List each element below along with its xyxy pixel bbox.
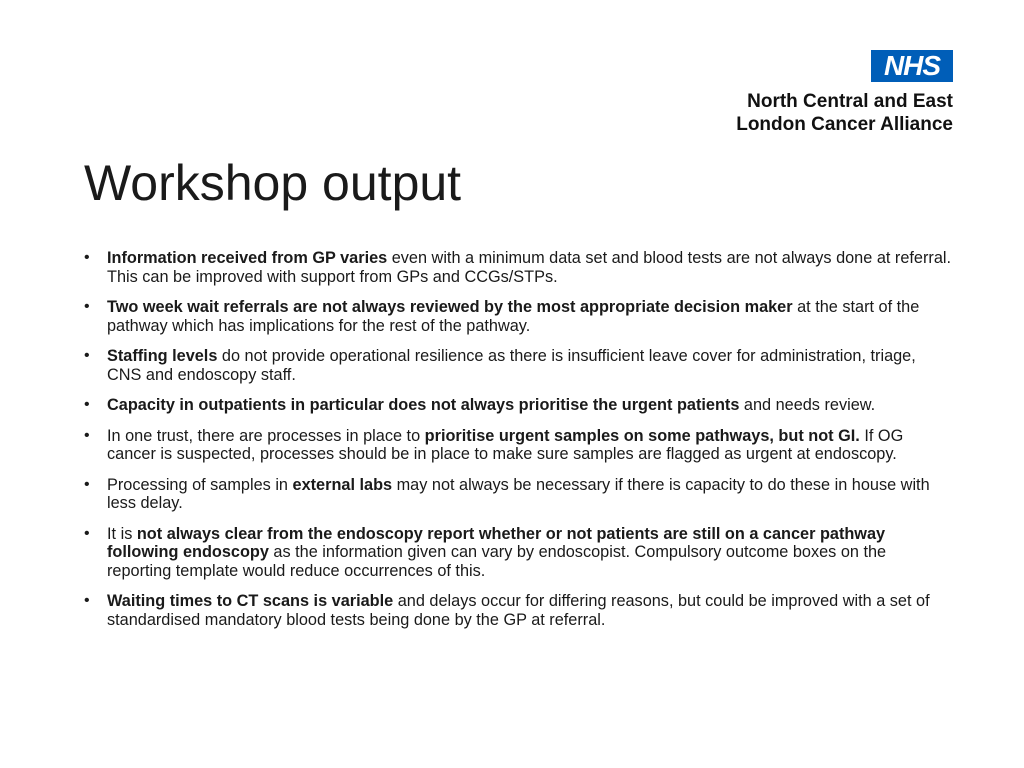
bullet-item [84, 396, 954, 415]
bullet-bold-text: Capacity in outpatients in particular does not always prioritise the urgent patients [107, 396, 740, 414]
bullet-text: may not always be necessary if there is capacity to do these in house with less delay. [107, 475, 930, 512]
bullet-text: It is [107, 524, 137, 543]
bullet-text: Processing of samples in [107, 475, 293, 494]
bullet-bold-text: Staffing levels [107, 347, 218, 365]
bullet-item [84, 476, 954, 513]
bullet-text: at the start of the pathway which has implications for the rest of the pathway. [107, 298, 920, 335]
bullet-text: as the information given can vary by endoscopist. Compulsory outcome boxes on the reporting template would reduce occurrences of this. [107, 543, 887, 580]
bullet-text: If OG cancer is suspected, processes should be in place to make sure samples are flagged as urgent at endoscopy. [107, 426, 904, 463]
bullet-item [84, 592, 954, 629]
bullet-item [84, 525, 954, 581]
bullet-item [84, 427, 954, 464]
bullet-text: In one trust, there are processes in place to [107, 426, 425, 445]
bullet-bold-text: prioritise urgent samples on some pathways, but not GI. [424, 426, 860, 445]
bullet-text: do not provide operational resilience as there is insufficient leave cover for administration, triage, CNS and endoscopy staff. [107, 347, 916, 384]
bullet-list [84, 249, 954, 641]
bullet-bold-text: Two week wait referrals are not always reviewed by the most appropriate decision maker [107, 298, 793, 316]
bullet-text: and delays occur for differing reasons, but could be improved with a set of standardised mandatory blood tests being done by the GP at referral. [107, 592, 930, 629]
organisation-name [736, 90, 953, 136]
nhs-logo [871, 50, 953, 82]
bullet-bold-text: Information received from GP varies [107, 249, 388, 267]
organisation-name-line-1: North Central and East [747, 91, 953, 112]
organisation-name-line-2: London Cancer Alliance [736, 114, 953, 135]
nhs-logo-text: NHS [883, 50, 941, 81]
bullet-item [84, 347, 954, 384]
bullet-bold-text: not always clear from the endoscopy report whether or not patients are still on a cancer pathway following endoscopy [107, 524, 886, 561]
bullet-bold-text: external labs [292, 475, 393, 494]
bullet-text: and needs review. [739, 396, 876, 414]
bullet-text: even with a minimum data set and blood tests are not always done at referral. This can be improved with support from GPs and CCGs/STPs. [107, 249, 952, 286]
bullet-bold-text: Waiting times to CT scans is variable [107, 592, 394, 610]
bullet-item [84, 249, 954, 286]
bullet-item [84, 298, 954, 335]
slide-title: Workshop output [84, 155, 462, 211]
